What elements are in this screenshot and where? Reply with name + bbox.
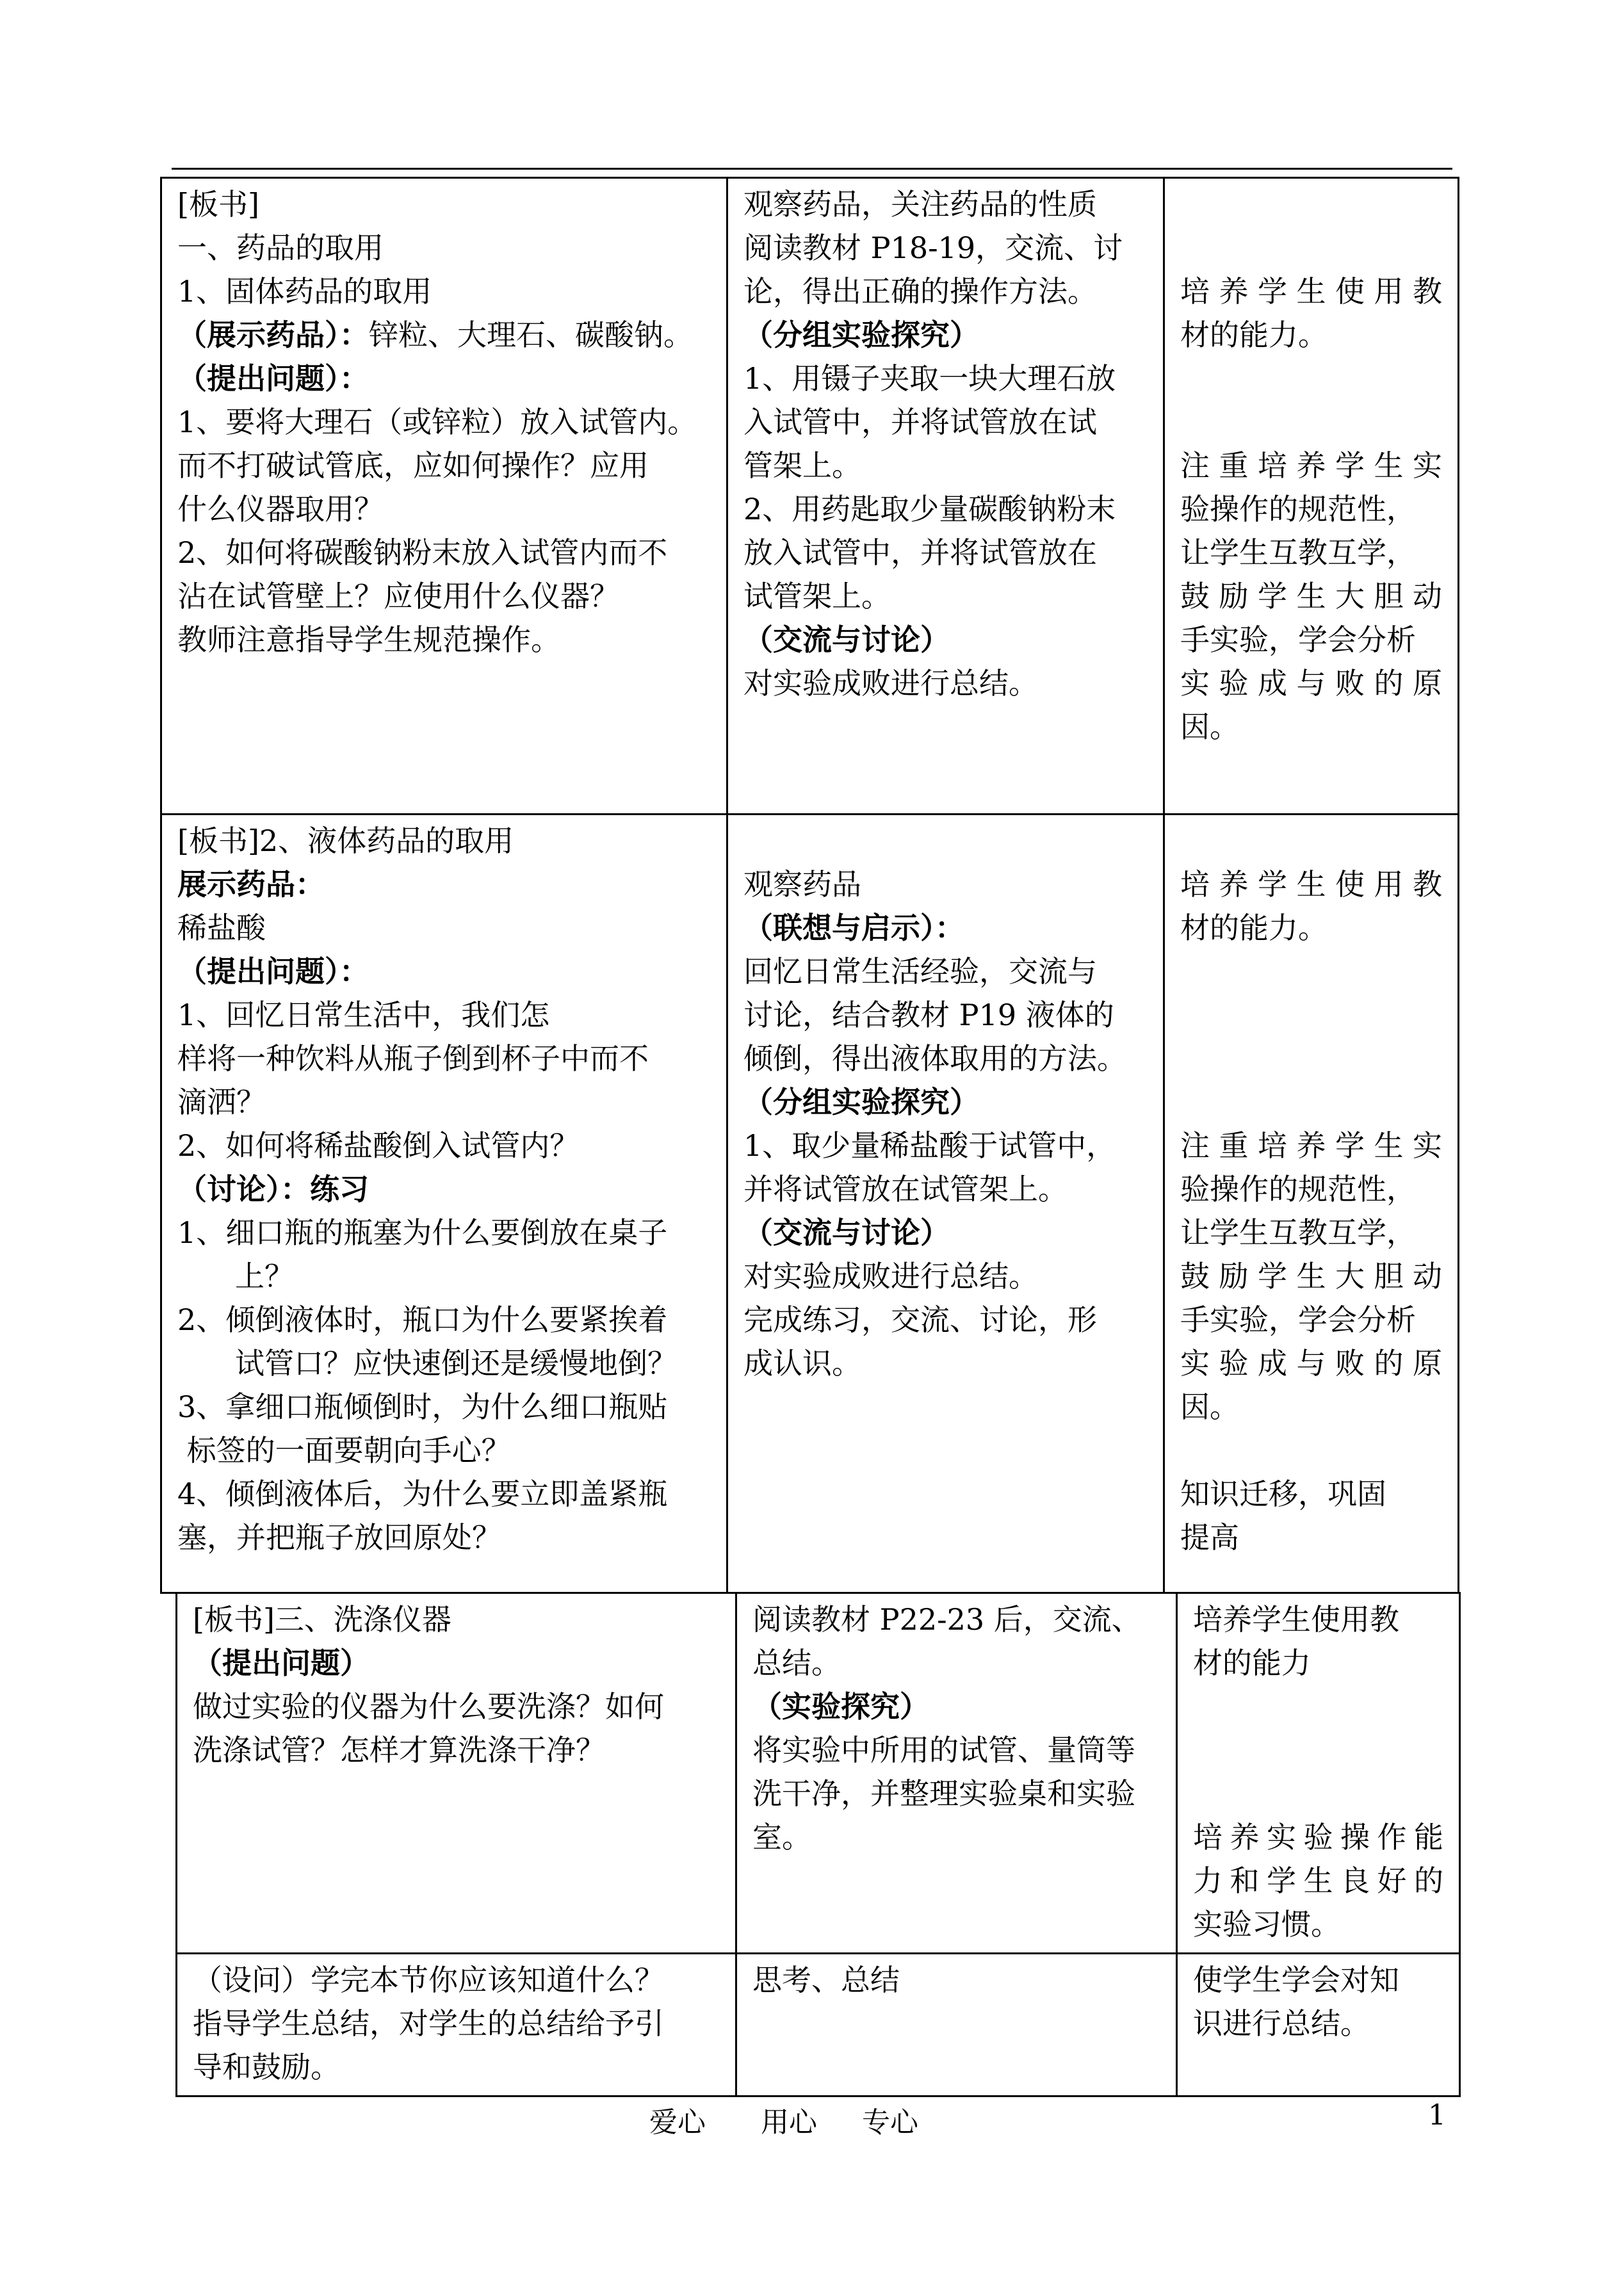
text-line: 因。 (1180, 1390, 1239, 1424)
text-line: 材的能力。 (1180, 318, 1328, 352)
cell-lines (743, 819, 1148, 1385)
blank-line (1180, 993, 1442, 1037)
text-line: 让学生互教互学， (1180, 1215, 1416, 1250)
text-line: 3、拿细口瓶倾倒时，为什么细口瓶贴 (177, 1390, 668, 1424)
blank-line (1180, 950, 1442, 993)
design-intent-cell (1177, 1593, 1460, 1954)
text-line: 而不打破试管底，应如何操作？应用 (177, 448, 649, 483)
blank-line (1180, 1429, 1442, 1472)
blank-line (1193, 1772, 1443, 1815)
footer-motto-love: 爱心 (649, 2106, 706, 2139)
table1-row-liquid (161, 815, 1459, 1593)
text-line: 2、倾倒液体时，瓶口为什么要紧挨着 (177, 1302, 668, 1337)
blank-line (1180, 182, 1442, 226)
text-line: 总结。 (752, 1646, 841, 1680)
text-line: 1、回忆日常生活中，我们怎 (177, 998, 550, 1032)
text-line: 管架上。 (743, 448, 861, 483)
text-line: （提出问题）： (177, 954, 369, 989)
cell-lines (177, 819, 711, 1559)
text-line: 并将试管放在试管架上。 (743, 1172, 1068, 1206)
text-line: [板书]三、洗涤仪器 (193, 1602, 451, 1637)
text-line: 力和学生良好的 (1193, 1863, 1443, 1898)
table2-row-washing (177, 1593, 1460, 1954)
table1-row-solid (161, 178, 1459, 815)
text-line: 入试管中，并将试管放在试 (743, 405, 1097, 439)
blank-line (1180, 1037, 1442, 1080)
blank-line (1180, 1080, 1442, 1124)
text-line: 对实验成败进行总结。 (743, 1259, 1038, 1293)
text-line: [板书] (177, 187, 259, 222)
text-line: 教师注意指导学生规范操作。 (177, 622, 560, 657)
design-intent-cell (1164, 178, 1459, 815)
text-line: 2、用药匙取少量碳酸钠粉末 (743, 492, 1116, 526)
text-line: 4、倾倒液体后，为什么要立即盖紧瓶 (177, 1477, 668, 1511)
cell-lines (743, 182, 1148, 705)
footer-motto-care: 用心 (761, 2106, 817, 2139)
text-line: （分组实验探究） (743, 1085, 979, 1119)
text-line: 洗涤试管？怎样才算洗涤干净？ (193, 1733, 605, 1767)
blank-line (1180, 819, 1442, 863)
text-line: 观察药品 (743, 867, 861, 902)
cell-lines (177, 182, 711, 661)
text-line: 完成练习，交流、讨论，形 (743, 1302, 1097, 1337)
cell-lines (1180, 182, 1442, 749)
line-rest: 锌粒、大理石、碳酸钠。 (369, 318, 693, 352)
text-line: （实验探究） (752, 1689, 929, 1724)
cell-lines (193, 1598, 720, 1772)
cell-lines (752, 1598, 1160, 1859)
blank-line (1193, 1685, 1443, 1728)
text-line: （提出问题）： (177, 361, 369, 396)
cell-lines (1193, 1598, 1443, 1946)
text-line: （分组实验探究） (743, 318, 979, 352)
text-line: 试管架上。 (743, 579, 891, 613)
text-line: 使学生学会对知 (1193, 1963, 1399, 1997)
text-line: 2、如何将稀盐酸倒入试管内？ (177, 1128, 580, 1163)
text-line: 鼓励学生大胆动 (1180, 1259, 1442, 1293)
text-line: 手实验，学会分析 (1180, 622, 1416, 657)
table2-row-summary (177, 1954, 1460, 2096)
text-line: 样将一种饮料从瓶子倒到杯子中而不 (177, 1041, 649, 1076)
text-line: 实验成与败的原 (1180, 1346, 1442, 1381)
text-line: 导和鼓励。 (193, 2050, 340, 2084)
text-line: 滴洒？ (177, 1085, 266, 1119)
text-line: 注重培养学生实 (1180, 448, 1442, 483)
text-line: 1、要将大理石（或锌粒）放入试管内。 (177, 405, 697, 439)
student-activity-cell (736, 1593, 1177, 1954)
text-line: 验操作的规范性， (1180, 492, 1416, 526)
text-line: 讨论，结合教材 P19 液体的 (743, 998, 1114, 1032)
text-line: 培养学生使用教 (1180, 274, 1442, 309)
lesson-table-2 (175, 1592, 1461, 2097)
text-line: 洗干净，并整理实验桌和实验 (752, 1776, 1135, 1811)
text-line: 实验习惯。 (1193, 1907, 1340, 1942)
teacher-activity-cell (161, 178, 727, 815)
text-line: 放入试管中，并将试管放在 (743, 535, 1097, 570)
text-line: 观察药品，关注药品的性质 (743, 187, 1097, 222)
design-intent-cell (1164, 815, 1459, 1593)
text-line: 注重培养学生实 (1180, 1128, 1442, 1163)
text-line: 1、细口瓶的瓶塞为什么要倒放在桌子 (177, 1215, 668, 1250)
teacher-activity-cell (161, 815, 727, 1593)
header-rule (172, 168, 1452, 170)
bold-label: （展示药品）： (177, 318, 369, 352)
teacher-activity-cell (177, 1593, 736, 1954)
text-line: 实验成与败的原 (1180, 666, 1442, 701)
text-line: 1、用镊子夹取一块大理石放 (743, 361, 1116, 396)
text-line: 回忆日常生活经验，交流与 (743, 954, 1097, 989)
text-line: 鼓励学生大胆动 (1180, 579, 1442, 613)
text-line: 1、固体药品的取用 (177, 274, 432, 309)
student-activity-cell (736, 1954, 1177, 2096)
text-line: 上？ (235, 1259, 294, 1293)
text-line: 培养实验操作能 (1193, 1820, 1443, 1854)
text-line: 稀盐酸 (177, 911, 266, 945)
text-line: 提高 (1180, 1520, 1239, 1555)
text-line: 标签的一面要朝向手心？ (177, 1433, 511, 1468)
text-line: 材的能力。 (1180, 911, 1328, 945)
text-line: 将实验中所用的试管、量筒等 (752, 1733, 1135, 1767)
text-line: 室。 (752, 1820, 811, 1854)
text-line: （交流与讨论） (743, 622, 950, 657)
text-line: 因。 (1180, 710, 1239, 744)
lesson-table-1 (160, 177, 1459, 1594)
blank-line (1193, 1728, 1443, 1772)
design-intent-cell (1177, 1954, 1460, 2096)
blank-line (1180, 400, 1442, 444)
text-line: 指导学生总结，对学生的总结给予引 (193, 2006, 664, 2041)
page-footer (0, 2099, 1624, 2150)
text-line: 1、取少量稀盐酸于试管中， (743, 1128, 1116, 1163)
text-line: 思考、总结 (752, 1963, 900, 1997)
text-line: 识进行总结。 (1193, 2006, 1370, 2041)
text-line: 对实验成败进行总结。 (743, 666, 1038, 701)
text-line: （设问）学完本节你应该知道什么？ (193, 1963, 664, 1997)
text-line: 展示药品： (177, 867, 325, 902)
text-line: 知识迁移，巩固 (1180, 1477, 1386, 1511)
text-line: 倾倒，得出液体取用的方法。 (743, 1041, 1126, 1076)
text-line: 论，得出正确的操作方法。 (743, 274, 1097, 309)
text-line: 手实验，学会分析 (1180, 1302, 1416, 1337)
text-line: 一、药品的取用 (177, 231, 384, 265)
text-line: （讨论）：练习 (177, 1172, 369, 1206)
cell-lines (752, 1958, 1160, 2002)
blank-line (743, 819, 1148, 863)
text-line: 塞，并把瓶子放回原处？ (177, 1520, 501, 1555)
text-line: 阅读教材 P22-23 后，交流、 (752, 1602, 1141, 1637)
text-line: 验操作的规范性， (1180, 1172, 1416, 1206)
footer-motto-focus: 专心 (862, 2106, 918, 2139)
text-line: 阅读教材 P18-19，交流、讨 (743, 231, 1123, 265)
text-line: 2、如何将碳酸钠粉末放入试管内而不 (177, 535, 668, 570)
cell-lines (193, 1958, 720, 2089)
blank-line (1180, 357, 1442, 400)
text-line: 沾在试管壁上？应使用什么仪器？ (177, 579, 619, 613)
student-activity-cell (727, 815, 1164, 1593)
text-line: 培养学生使用教 (1193, 1602, 1399, 1637)
cell-lines (1193, 1958, 1443, 2045)
text-line: 试管口？应快速倒还是缓慢地倒？ (235, 1346, 677, 1381)
page-number: 1 (1428, 2099, 1446, 2132)
student-activity-cell (727, 178, 1164, 815)
text-line: （提出问题） (193, 1646, 369, 1680)
text-line: 材的能力 (1193, 1646, 1311, 1680)
cell-lines (1180, 819, 1442, 1559)
text-line: 成认识。 (743, 1346, 861, 1381)
text-line: （交流与讨论） (743, 1215, 950, 1250)
text-line: 做过实验的仪器为什么要洗涤？如何 (193, 1689, 664, 1724)
blank-line (1180, 226, 1442, 270)
text-line: [板书]2、液体药品的取用 (177, 823, 514, 858)
text-line: 培养学生使用教 (1180, 867, 1442, 902)
text-line: 让学生互教互学， (1180, 535, 1416, 570)
text-line: 什么仪器取用？ (177, 492, 384, 526)
text-line (177, 313, 711, 357)
teacher-activity-cell (177, 1954, 736, 2096)
text-line: （联想与启示）： (743, 911, 964, 945)
